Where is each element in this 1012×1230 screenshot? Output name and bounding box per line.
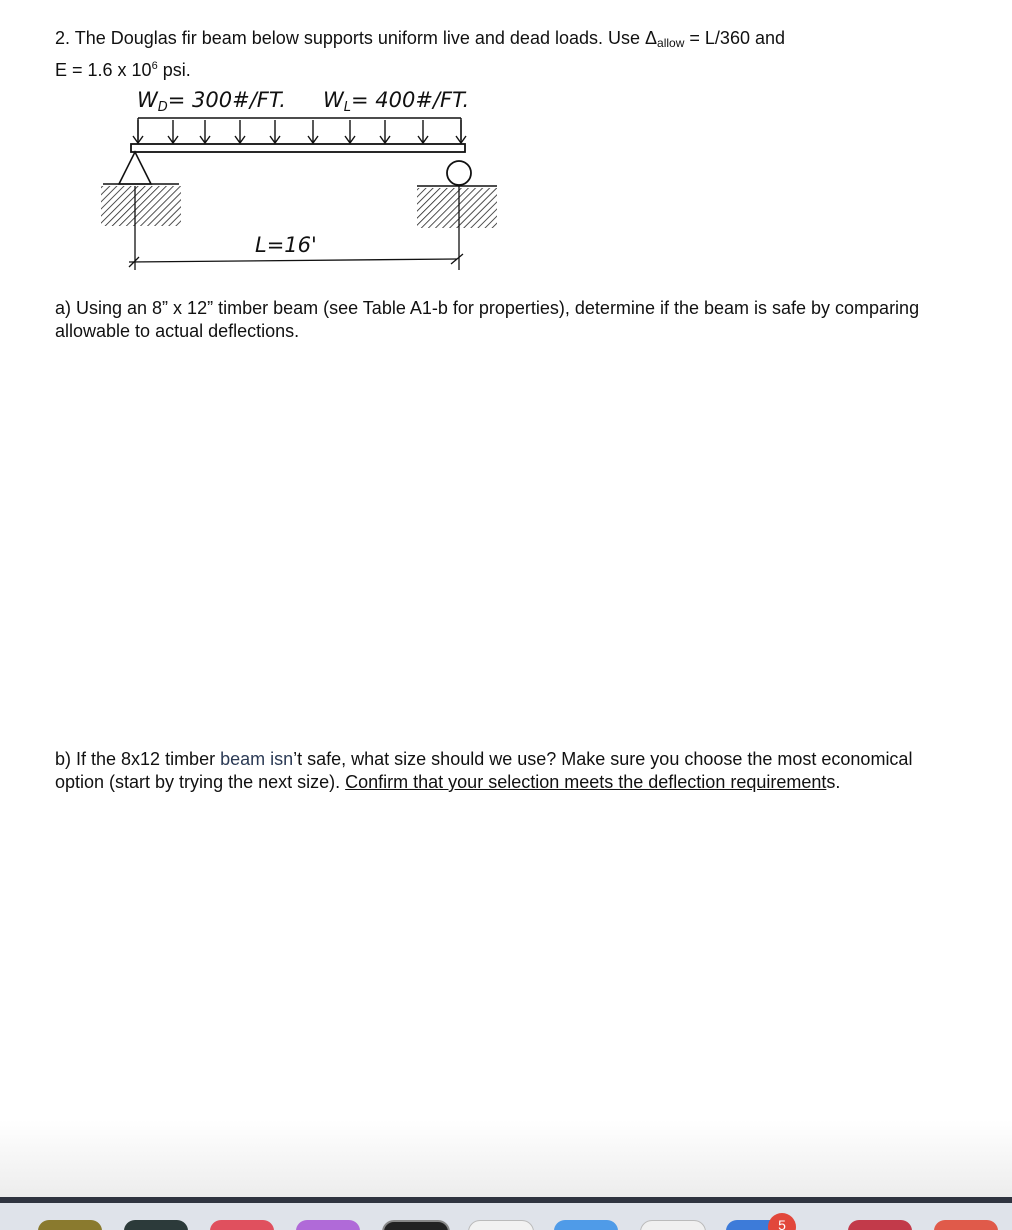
dock-app-icon-5[interactable] [382, 1220, 450, 1230]
beam-diagram [95, 80, 515, 280]
span-label: L=16' [255, 233, 317, 257]
delta-subscript: allow [657, 36, 685, 50]
modulus-text: E = 1.6 x 10 [55, 60, 152, 80]
question-number: 2. [55, 28, 71, 48]
dead-load-label: WD= 300#/FT. [137, 88, 286, 115]
beam [131, 144, 465, 152]
notification-badge: 5 [768, 1213, 796, 1230]
dock-app-icon-2[interactable] [124, 1220, 188, 1230]
roller-support-icon [417, 161, 497, 228]
part-b-prompt: b) If the 8x12 timber beam isn’t safe, what size should we use? Make sure you choose the most economical option (start by trying the next size). Confirm that your selection meets the deflection requirements. [55, 749, 913, 792]
delta-symbol: Δ [645, 28, 658, 48]
dock-app-icon-3[interactable] [210, 1220, 274, 1230]
question-2-prompt [55, 27, 955, 82]
confirm-requirement-text: Confirm that your selection meets the deflection requirement [345, 772, 827, 792]
dock-app-icon-1[interactable] [38, 1220, 102, 1230]
modulus-exponent: 6 [151, 60, 158, 72]
page-bottom-fade [0, 1120, 1012, 1200]
deflection-limit: = L/360 and [684, 28, 785, 48]
pin-support-icon [101, 152, 181, 226]
dock-app-icon-8[interactable] [640, 1220, 706, 1230]
live-load-label: WL= 400#/FT. [323, 88, 470, 115]
dock-app-icon-4[interactable] [296, 1220, 360, 1230]
part-a-prompt: a) Using an 8” x 12” timber beam (see Table A1-b for properties), determine if the beam is safe by comparing allowable to actual deflections. [55, 298, 920, 341]
dock [0, 1203, 1012, 1230]
question-intro: The Douglas fir beam below supports uniform live and dead loads. Use [74, 28, 646, 48]
dock-app-icon-6[interactable] [468, 1220, 534, 1230]
modulus-units: psi. [157, 60, 191, 80]
load-arrows [133, 120, 466, 143]
dock-app-icon-10[interactable] [848, 1220, 912, 1230]
dock-app-icon-7[interactable] [554, 1220, 618, 1230]
dock-app-icon-11[interactable] [934, 1220, 998, 1230]
